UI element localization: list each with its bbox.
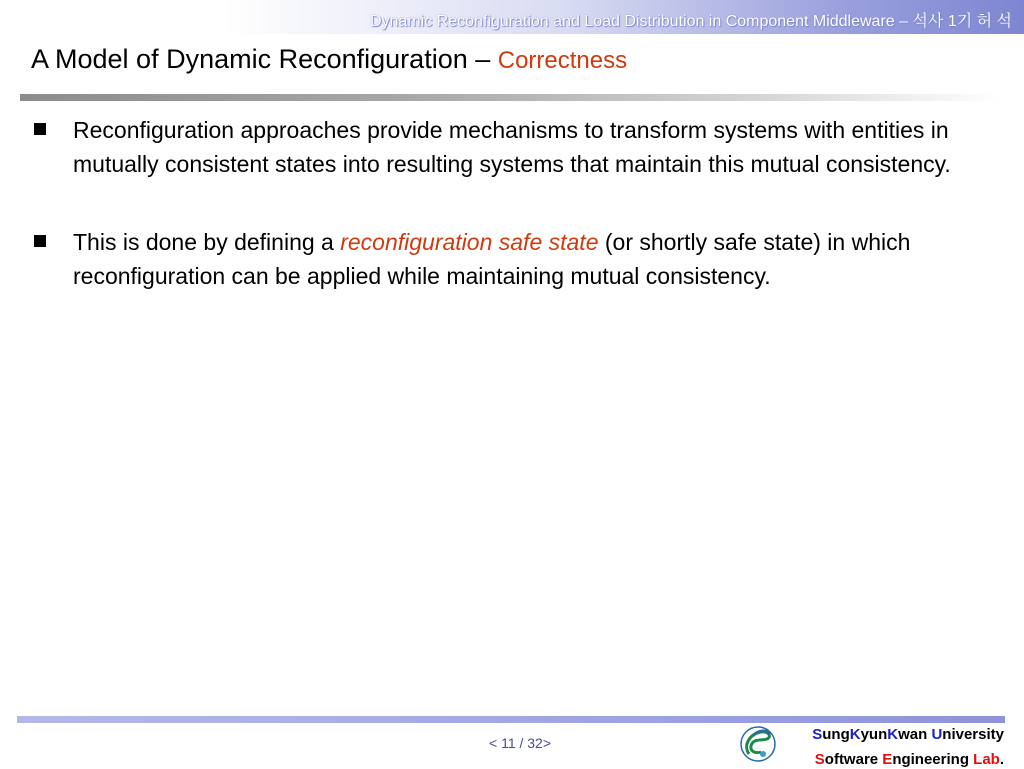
page-number: < 11 / 32> — [489, 735, 552, 751]
lab-name: Software Engineering Lab. — [814, 751, 1004, 768]
bullet-text-2-before: This is done by defining a — [73, 229, 341, 255]
slide-title — [31, 44, 627, 75]
bullet-text-1: Reconfiguration approaches provide mechanisms to transform systems with entities in mutually consistent states into resulting systems that maintain this mutual consistency. — [73, 117, 951, 177]
square-bullet-icon — [34, 235, 46, 247]
bullet-text-2-emphasis: reconfiguration safe state — [340, 229, 599, 255]
title-divider — [20, 94, 1000, 101]
bullet-text-2-after: (or shortly safe state) in which reconfiguration can be applied while maintaining mutual consistency. — [73, 229, 911, 289]
footer-divider — [17, 716, 1005, 723]
skku-logo-icon — [739, 724, 777, 764]
university-name: SungKyunKwan University — [812, 726, 1004, 743]
header-subtitle-main: Dynamic Reconfiguration and Load Distribution in Component Middleware — [369, 13, 895, 30]
header-subtitle — [370, 8, 1012, 31]
bullet-list — [34, 113, 994, 337]
bullet-item-1 — [34, 113, 994, 181]
bullet-item-2 — [34, 225, 994, 293]
header-author: – 석사 1기 허 석 — [894, 13, 1012, 30]
square-bullet-icon — [34, 123, 46, 135]
slide-title-main: A Model of Dynamic Reconfiguration – — [31, 44, 498, 74]
slide-title-accent: Correctness — [497, 47, 628, 74]
